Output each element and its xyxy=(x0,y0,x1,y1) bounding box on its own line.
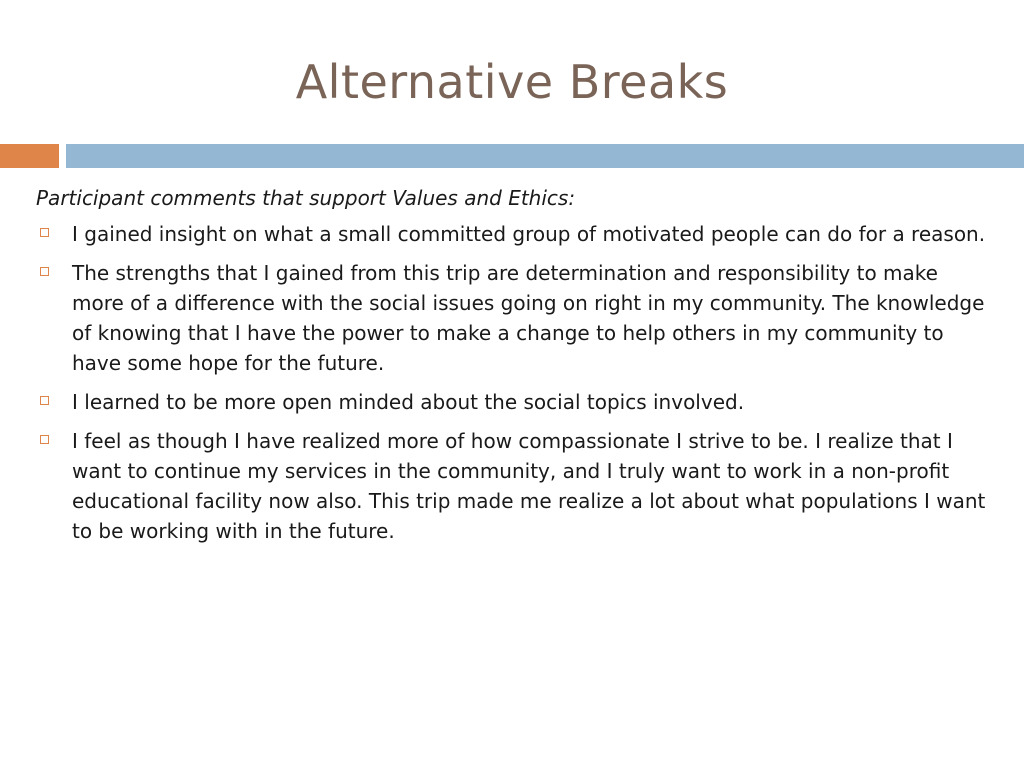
accent-bar-orange xyxy=(0,144,59,168)
bullet-text: I learned to be more open minded about the social topics involved. xyxy=(72,390,745,414)
list-item xyxy=(36,258,996,378)
slide-content xyxy=(36,183,996,555)
hollow-square-icon xyxy=(40,267,49,276)
slide-title: Alternative Breaks xyxy=(295,55,729,109)
bullet-list xyxy=(36,219,996,546)
bullet-text: I gained insight on what a small committed group of motivated people can do for a reason. xyxy=(72,222,986,246)
slide-subtitle: Participant comments that support Values and Ethics: xyxy=(36,186,576,210)
hollow-square-icon xyxy=(40,228,49,237)
hollow-square-icon xyxy=(40,435,49,444)
bullet-text: I feel as though I have realized more of how compassionate I strive to be. I realize that I want to continue my services in the community, and I truly want to work in a non-profit educational facility now also. This trip made me realize a lot about what populations I want to be working with in the future. xyxy=(72,429,986,543)
list-item xyxy=(36,219,996,249)
list-item xyxy=(36,387,996,417)
bullet-text: The strengths that I gained from this trip are determination and responsibility to make more of a difference with the social issues going on right in my community. The knowledge of knowing that I have the power to make a change to help others in my community to have some hope for the future. xyxy=(72,261,985,375)
hollow-square-icon xyxy=(40,396,49,405)
accent-bar-blue xyxy=(66,144,1024,168)
list-item xyxy=(36,426,996,546)
